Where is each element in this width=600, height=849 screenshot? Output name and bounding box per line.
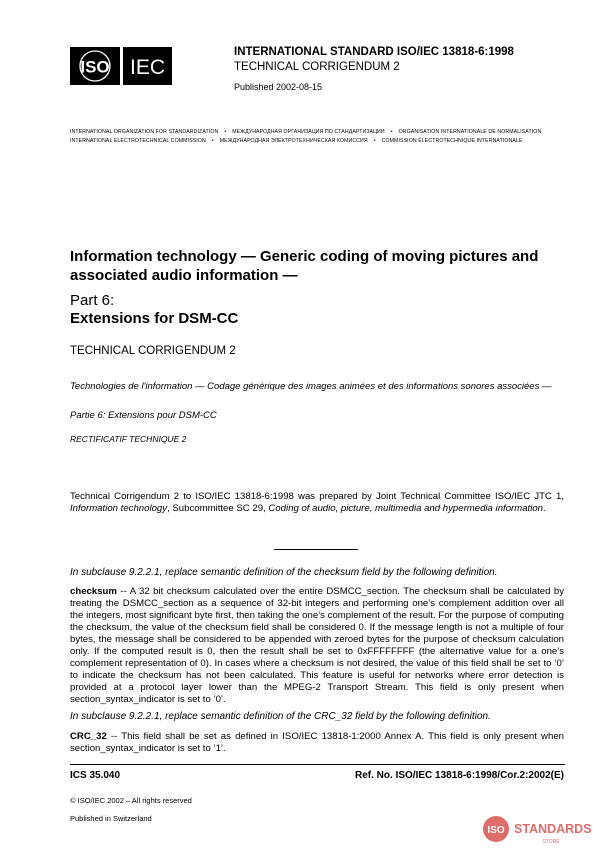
- definition-term: CRC_32: [70, 731, 107, 742]
- reference-number: Ref. No. ISO/IEC 13818-6:1998/Cor.2:2002(E): [355, 770, 564, 781]
- svg-text:ISO: ISO: [80, 57, 110, 77]
- crc32-definition: [70, 731, 564, 755]
- definition-text: -- This field shall be set as defined in ISO/IEC 13818-1:2000 Annex A. This field is only present when section_syntax_indicator is set to ‘1’.: [70, 731, 564, 754]
- committee-title: Information technology: [70, 503, 168, 514]
- separator: •: [211, 138, 214, 144]
- ics-code: ICS 35.040: [70, 770, 121, 781]
- org-iso-en: INTERNATIONAL ORGANIZATION FOR STANDARDIZATION: [70, 129, 219, 135]
- french-part-title: Partie 6: Extensions pour DSM-CC: [70, 410, 217, 421]
- part-title: Extensions for DSM-CC: [70, 310, 239, 327]
- org-iso-fr: ORGANISATION INTERNATIONALE DE NORMALISATION: [398, 129, 542, 135]
- subcommittee-title: Coding of audio, picture, multimedia and hypermedia information: [268, 503, 544, 514]
- intro-suffix: .: [543, 503, 546, 514]
- checksum-definition: [70, 586, 564, 706]
- published-in: Published in Switzerland: [70, 814, 152, 823]
- organizations-line-1: [70, 129, 541, 135]
- org-iec-en: INTERNATIONAL ELECTROTECHNICAL COMMISSION: [70, 138, 206, 144]
- amendment-instruction: In subclause 9.2.2.1, replace semantic definition of the checksum field by the following definition.: [70, 567, 498, 578]
- iso-iec-logo: [70, 47, 172, 85]
- separator: •: [224, 129, 227, 135]
- intro-prefix: Technical Corrigendum 2 to ISO/IEC 13818-6:1998 was prepared by Joint Technical Committee ISO/IEC JTC 1,: [70, 491, 564, 502]
- intro-middle: , Subcommittee SC 29,: [167, 503, 269, 514]
- standards-store-watermark: [481, 814, 596, 846]
- corrigendum-label: TECHNICAL CORRIGENDUM 2: [234, 61, 400, 73]
- footer-rule: [70, 764, 565, 765]
- org-iec-ru: МЕЖДУНАРОДНАЯ ЭЛЕКТРОТЕХНИЧЕСКАЯ КОМИССИЯ: [219, 138, 368, 144]
- corrigendum-title: TECHNICAL CORRIGENDUM 2: [70, 345, 236, 357]
- copyright-notice: © ISO/IEC 2002 – All rights reserved: [70, 796, 192, 805]
- svg-text:ISO: ISO: [487, 825, 505, 836]
- org-iec-fr: COMMISSION ÉLECTROTECHNIQUE INTERNATIONALE: [381, 138, 523, 144]
- amendment-instruction: In subclause 9.2.2.1, replace semantic definition of the CRC_32 field by the following definition.: [70, 711, 491, 722]
- french-corrigendum-title: RECTIFICATIF TECHNIQUE 2: [70, 434, 187, 444]
- separator: •: [390, 129, 393, 135]
- french-title: Technologies de l'information — Codage générique des images animées et des informations sonores associées —: [70, 381, 552, 392]
- svg-text:STORE: STORE: [542, 839, 560, 845]
- part-label: Part 6:: [70, 292, 115, 309]
- organizations-line-2: [70, 138, 523, 144]
- publication-date: Published 2002-08-15: [234, 82, 323, 92]
- document-title: Information technology — Generic coding of moving pictures and associated audio information —: [70, 248, 539, 284]
- section-divider: [274, 549, 358, 550]
- separator: •: [373, 138, 376, 144]
- definition-text: -- A 32 bit checksum calculated over the entire DSMCC_section. The checksum shall be calculated by treating the DSMCC_section as a sequence of 32-bit integers and performing one’s complement addition over all the integers, most significant byte first, then taking the one’s complement of the result. For the purpose of computing the checksum, the value of the checksum field shall be considered 0. If the message length is not a multiple of four bytes, the message shall be considered to be appended with zeroed bytes for the purpose of checksum calculation only. If the computed result is 0, then the result shall be set to 0xFFFFFFFF (the alternative value for a one’s complement representation of 0). In cases where a checksum is not desired, the value of this field shall be set to ‘0’ to indicate the checksum has not been calculated. This feature is useful for networks where error detection is provided at a protocol layer lower than the MPEG-2 Transport Stream. This field is only present when section_syntax_indicator is set to ‘0’.: [70, 586, 564, 705]
- svg-text:IEC: IEC: [129, 56, 166, 79]
- intro-paragraph: [70, 491, 564, 515]
- org-iso-ru: МЕЖДУНАРОДНАЯ ОРГАНИЗАЦИЯ ПО СТАНДАРТИЗАЦИИ: [232, 129, 385, 135]
- definition-term: checksum: [70, 586, 117, 597]
- standard-title: INTERNATIONAL STANDARD ISO/IEC 13818-6:1998: [234, 46, 514, 58]
- svg-text:STANDARDS: STANDARDS: [514, 822, 592, 836]
